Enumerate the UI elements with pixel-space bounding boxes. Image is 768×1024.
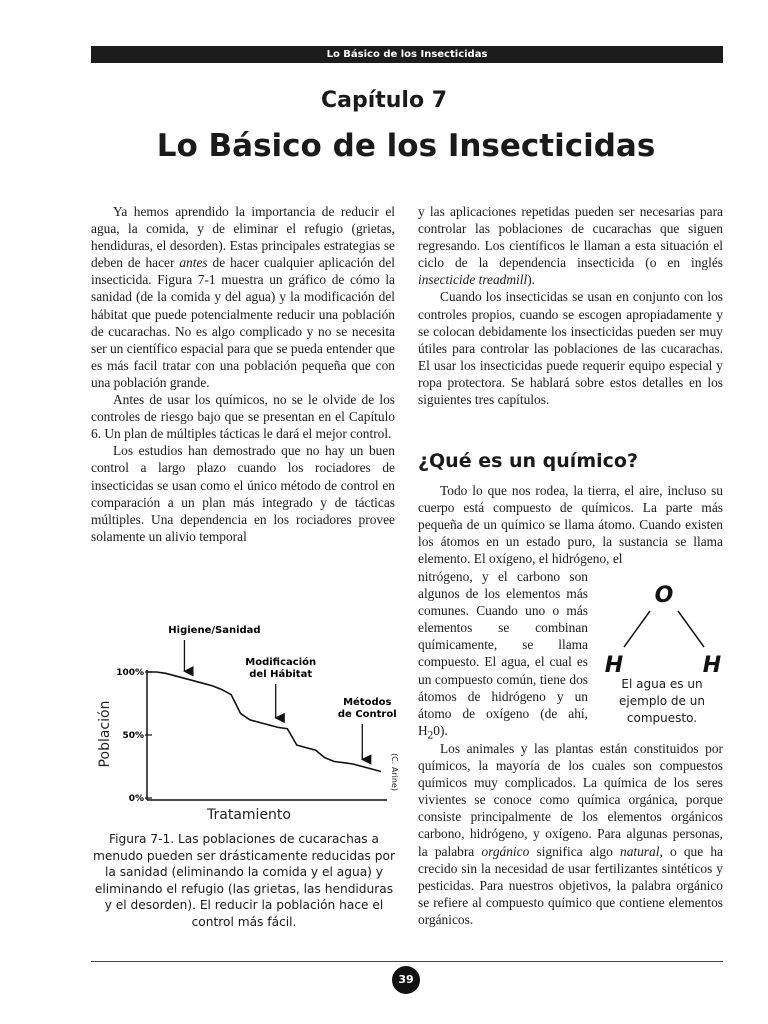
y-axis-label: Población <box>97 700 113 768</box>
annotation-label: Métodos <box>343 697 392 708</box>
annotation-label: del Hábitat <box>249 669 313 680</box>
chapter-title: Lo Básico de los Insecticidas <box>156 128 656 164</box>
atom-hydrogen-left: H <box>604 653 624 678</box>
paragraph: Los animales y las plantas están constituidos por químicos, la mayoría de los cuales son compuestos químicos muy complicados. La química de los seres vivientes se conoce como química orgánica, porque consiste principalmente de los elementos orgánicos carbono, hidrógeno, y oxígeno. Para algunas personas, la palabra orgánico significa algo natural, o que ha crecido sin la necesidad de usar fertilizantes sintéticos y pesticidas. Para nuestros objetivos, la palabra orgánico se refiere al compuesto químico que contiene elementos orgánicos. <box>418 741 723 927</box>
y-tick-label: 0% <box>128 794 144 804</box>
page-number: 39 <box>392 966 420 994</box>
section-heading: ¿Qué es un químico? <box>418 450 638 472</box>
x-axis-label: Tratamiento <box>207 807 291 823</box>
footer-rule <box>91 961 723 962</box>
right-column-bottom <box>418 740 723 928</box>
y-tick-label: 50% <box>122 731 144 741</box>
paragraph: Ya hemos aprendido la importancia de reducir el agua, la comida, y de eliminar el refugio (grietas, hendiduras, el desorden). Estas principales estrategias se deben de hacer antes de hacer cualquier aplicación del insecticida. Figura 7-1 muestra un gráfico de cómo la sanidad (de la comida y del agua) y la modificación del hábitat que puede potencialmente reducir una población de cucarachas. No es algo complicado y no se necesita ser un científico espacial para que se pueda entender que es más facil tratar con una población pequeña que con una población grande. <box>91 204 395 390</box>
paragraph: Los estudios han demostrado que no hay un buen control a largo plazo cuando los rociadores de insecticidas se usan como el único método de control en comparación a un plan más integrado y de tácticas múltiples. Una dependencia en los rociadores provee solamente un alivio temporal <box>91 443 395 544</box>
right-column-mid <box>418 482 723 567</box>
molecule-caption: El agua es un ejemplo de un compuesto. <box>619 677 705 725</box>
figure-caption: Figura 7-1. Las poblaciones de cucarachas a menudo pueden ser drásticamente reducidas por la sanidad (eliminando la comida y el agua) y eliminando el refugio (las grietas, las hendiduras y el desorden). El reducir la población hace el control más fácil. <box>93 832 395 929</box>
annotation-label: de Control <box>337 709 397 720</box>
paragraph: nitrógeno, y el carbono son algunos de los elementos más comunes. Cuando uno o más elementos se combinan químicamente, se llama compuesto. El agua, el cual es un compuesto común, tiene dos átomos de hidrógeno y un átomo de oxígeno (de ahí, $H_20$). <box>418 569 588 742</box>
paragraph: Todo lo que nos rodea, la tierra, el aire, incluso su cuerpo está compuesto de químicos. La parte más pequeña de un químico se llama átomo. Cuando existen los átomos en un estado puro, la sustancia se llama elemento. El oxígeno, el hidrógeno, el <box>418 483 723 567</box>
bond-left <box>624 611 650 647</box>
right-column-wrap <box>418 568 588 745</box>
left-column <box>91 203 395 545</box>
atom-hydrogen-right: H <box>702 653 722 678</box>
water-molecule-diagram <box>598 578 726 688</box>
paragraph: Antes de usar los químicos, no se le olvide de los controles de riesgo bajo que se presentan en el Capítulo 6. Un plan de múltiples tácticas le dará el mejor control. <box>91 392 395 442</box>
annotation-label: Modificación <box>245 657 317 668</box>
data-line <box>147 672 381 772</box>
paragraph: y las aplicaciones repetidas pueden ser necesarias para controlar las poblaciones de cucarachas que siguen regresando. Los científicos le llaman a esta situación el ciclo de la dependencia insecticida (o en inglés insecticide treadmill). <box>418 204 723 288</box>
paragraph: Cuando los insecticidas se usan en conjunto con los controles propios, cuando se escogen apropiadamente y se colocan debidamente los insecticidas pueden ser muy útiles para controlar las poblaciones de las cucarachas. El usar los insecticidas puede requerir equipo especial y ropa protectora. Se hablará sobre estos detalles en los siguientes tres capítulos. <box>418 289 723 408</box>
y-tick-label: 100% <box>116 668 144 678</box>
annotation-label: Higiene/Sanidad <box>168 625 261 636</box>
right-column-top <box>418 203 723 408</box>
chart-credit: (C. Arine) <box>390 753 399 791</box>
atom-oxygen: O <box>654 583 674 608</box>
bond-right <box>678 611 704 647</box>
running-header: Lo Básico de los Insecticidas <box>91 46 723 63</box>
chapter-number: Capítulo 7 <box>320 88 448 113</box>
population-chart <box>91 620 401 825</box>
